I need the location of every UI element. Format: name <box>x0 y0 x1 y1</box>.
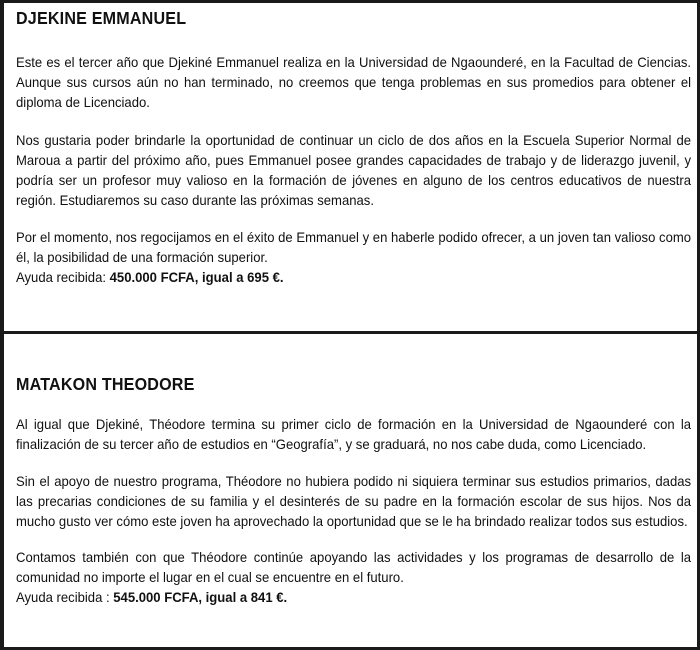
student-section-theodore <box>16 373 692 607</box>
paragraph: Por el momento, nos regocijamos en el éxito de Emmanuel y en haberle podido ofrecer, a un joven tan valioso como él, la posibilidad de una formación superior. <box>16 229 692 265</box>
paragraph: Nos gustaria poder brindarle la oportunidad de continuar un ciclo de dos años en la Escuela Superior Normal de Maroua a partir del próximo año, pues Emmanuel posee grandes capacidades de trabajo y de liderazgo juvenil, y podría ser un profesor muy valioso en la formación de jóvenes en alguno de los centros educativos de nuestra región. Estudiaremos su caso durante las próximas semanas. <box>16 132 692 208</box>
aid-received-line <box>16 267 648 287</box>
paragraph: Este es el tercer año que Djekiné Emmanuel realiza en la Universidad de Ngaounderé, en la Facultad de Ciencias. Aunque sus cursos aún no han terminado, no creemos que tenga problemas en sus promedios para obtener el diploma de Licenciado. <box>16 54 692 110</box>
aid-amount: 545.000 FCFA, igual a 841 €. <box>113 589 288 605</box>
student-name-heading: DJEKINE EMMANUEL <box>16 8 187 28</box>
paragraph: Contamos también con que Théodore continúe apoyando las actividades y los programas de desarrollo de la comunidad no importe el lugar en el cual se encuentre en el futuro. <box>16 549 692 585</box>
student-name-heading: MATAKON THEODORE <box>16 374 195 394</box>
page-border-top <box>0 0 700 3</box>
aid-received-line <box>16 587 648 607</box>
student-section-emmanuel <box>16 7 692 287</box>
paragraph: Sin el apoyo de nuestro programa, Théodore no hubiera podido ni siquiera terminar sus estudios primarios, dadas las precarias condiciones de su familia y el desinterés de su padre en la formación escolar de sus hijos. Nos da mucho gusto ver cómo este joven ha aprovechado la oportunidad que se le ha brindado realizar todos sus estudios. <box>16 473 692 529</box>
aid-label: Ayuda recibida : <box>16 589 114 605</box>
section-divider <box>4 331 697 334</box>
paragraph: Al igual que Djekiné, Théodore termina su primer ciclo de formación en la Universidad de Ngaounderé con la finalización de su tercer año de estudios en “Geografía”, y se graduará, no nos cabe duda, como Licenciado. <box>16 416 692 452</box>
page-border-left <box>0 0 4 650</box>
aid-amount: 450.000 FCFA, igual a 695 €. <box>109 269 284 285</box>
aid-label: Ayuda recibida: <box>16 269 110 285</box>
